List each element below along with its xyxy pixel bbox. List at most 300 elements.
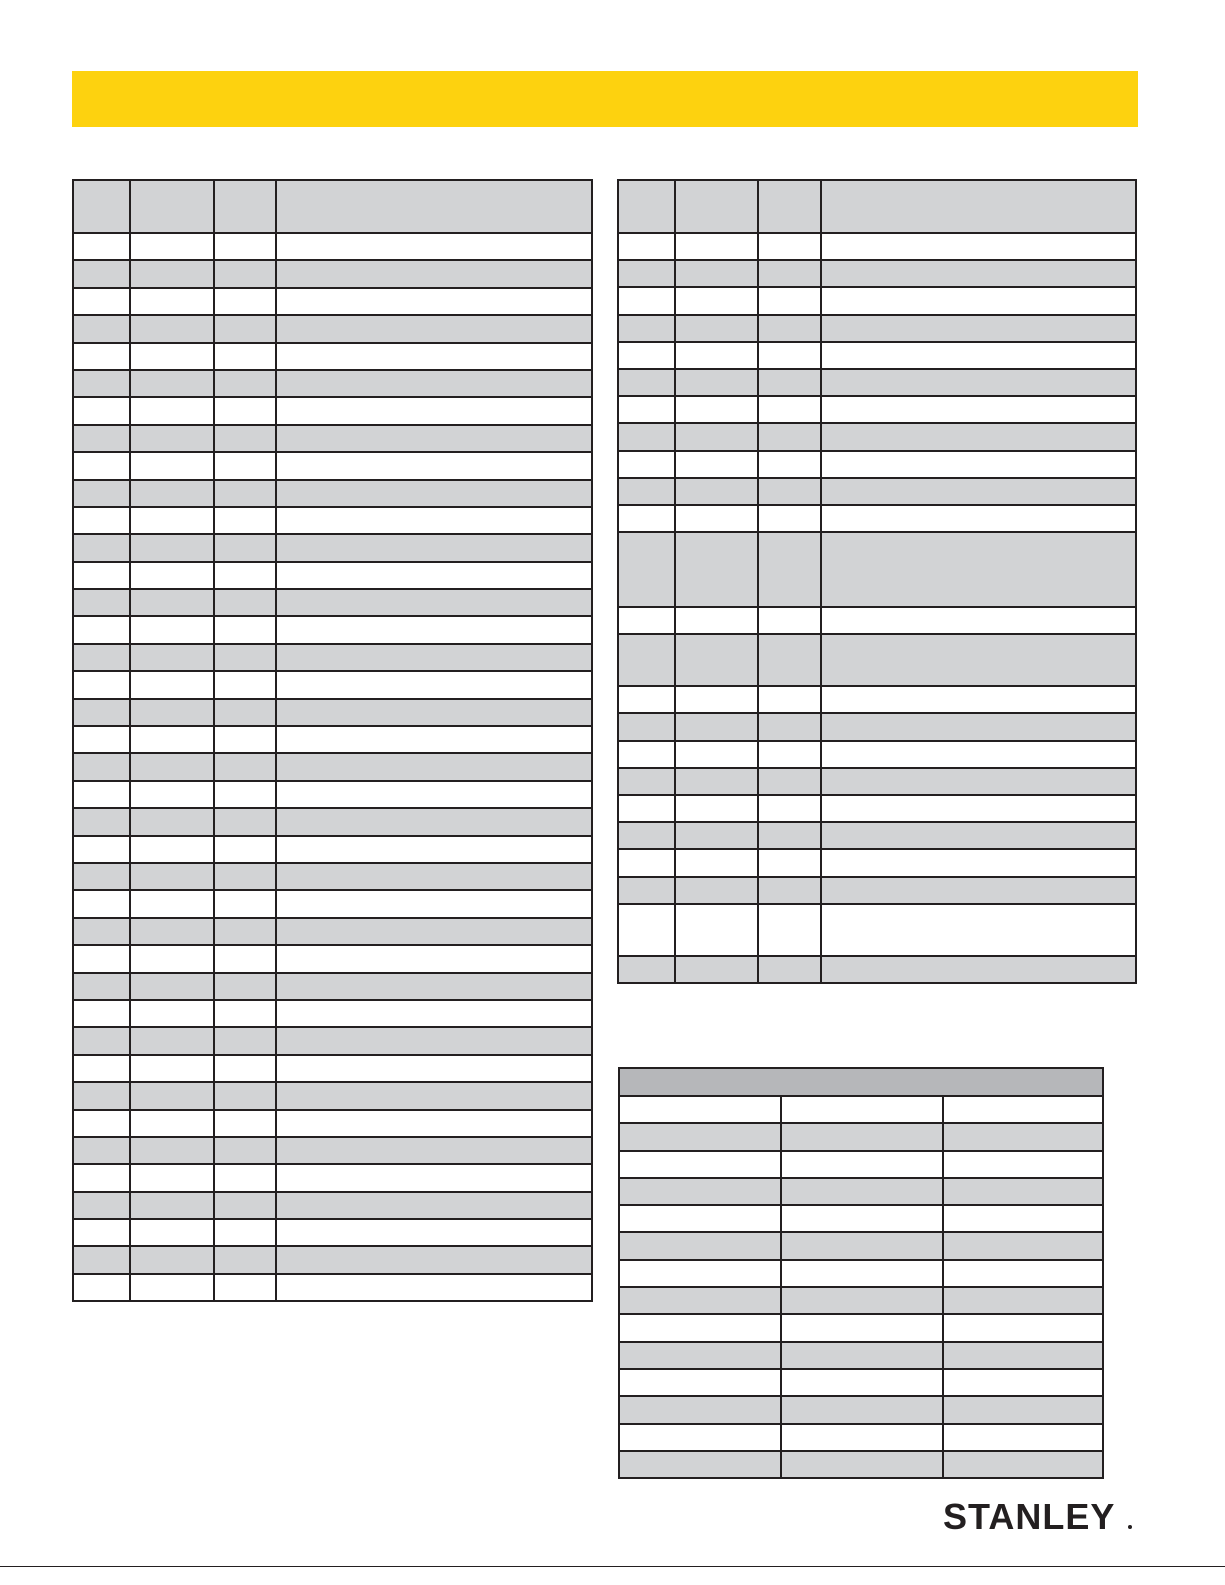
table-cell (618, 423, 675, 450)
table-cell (276, 589, 592, 616)
table-row (73, 726, 592, 753)
table-cell (619, 1151, 781, 1178)
table-cell (821, 396, 1136, 423)
table-cell (130, 1164, 214, 1191)
table-cell (214, 1055, 276, 1082)
table-cell (781, 1451, 943, 1478)
table-cell (73, 699, 130, 726)
table-row (73, 808, 592, 835)
table-row (619, 1369, 1103, 1396)
table-row (618, 423, 1136, 450)
table-cell (214, 1164, 276, 1191)
table-cell (618, 822, 675, 849)
table-cell (618, 505, 675, 532)
table-cell (276, 1027, 592, 1054)
table-cell (276, 1000, 592, 1027)
table-cell (73, 452, 130, 479)
table-cell (618, 315, 675, 342)
table-cell (130, 260, 214, 287)
table-row (618, 822, 1136, 849)
table-cell (943, 1369, 1103, 1396)
table-row (618, 904, 1136, 956)
table-cell (214, 1192, 276, 1219)
table-cell (618, 260, 675, 287)
table-cell (276, 562, 592, 589)
table-cell (943, 1123, 1103, 1150)
table-row (618, 260, 1136, 287)
table-cell (130, 1274, 214, 1301)
table-cell (943, 1396, 1103, 1423)
table-cell (758, 342, 821, 369)
table-cell (758, 686, 821, 713)
table-cell (821, 607, 1136, 634)
table-cell (821, 686, 1136, 713)
table-cell (758, 478, 821, 505)
table-cell (214, 1082, 276, 1109)
table-cell (781, 1424, 943, 1451)
col-header (675, 180, 758, 233)
table-cell (73, 918, 130, 945)
table-cell (214, 1000, 276, 1027)
table-cell (276, 452, 592, 479)
table-cell (618, 741, 675, 768)
table-cell (214, 726, 276, 753)
table-cell (619, 1205, 781, 1232)
table-cell (781, 1396, 943, 1423)
table-cell (619, 1178, 781, 1205)
table-cell (618, 795, 675, 822)
table-cell (758, 877, 821, 904)
table-row (73, 1110, 592, 1137)
table-row (619, 1287, 1103, 1314)
table-cell (130, 425, 214, 452)
table-row (619, 1260, 1103, 1287)
table-cell (276, 918, 592, 945)
table-cell (619, 1287, 781, 1314)
table-cell (130, 945, 214, 972)
table-row (73, 534, 592, 561)
table-cell (781, 1342, 943, 1369)
table-cell (618, 369, 675, 396)
table-cell (214, 1246, 276, 1273)
table-cell (130, 699, 214, 726)
table-cell (214, 781, 276, 808)
table-row (73, 781, 592, 808)
col-header (130, 180, 214, 233)
table-cell (214, 370, 276, 397)
table-cell (214, 616, 276, 643)
table-cell (675, 478, 758, 505)
table-cell (73, 562, 130, 589)
table-cell (73, 726, 130, 753)
table-cell (130, 671, 214, 698)
table-cell (821, 287, 1136, 314)
table-cell (276, 1137, 592, 1164)
table-cell (276, 425, 592, 452)
table-row (618, 451, 1136, 478)
table-row (618, 849, 1136, 876)
table-cell (618, 396, 675, 423)
table-row (618, 741, 1136, 768)
table-row (619, 1232, 1103, 1259)
table-cell (619, 1369, 781, 1396)
table-cell (758, 287, 821, 314)
table-row (73, 562, 592, 589)
table-cell (214, 890, 276, 917)
table-cell (821, 505, 1136, 532)
table-row (73, 863, 592, 890)
table-cell (758, 849, 821, 876)
table-row (73, 1137, 592, 1164)
table-cell (618, 713, 675, 740)
table-cell (675, 532, 758, 607)
table-cell (618, 768, 675, 795)
table-cell (276, 836, 592, 863)
table-cell (675, 904, 758, 956)
table-cell (675, 768, 758, 795)
table-cell (73, 1110, 130, 1137)
table-cell (214, 1137, 276, 1164)
table-cell (618, 342, 675, 369)
table-cell (276, 1055, 592, 1082)
table-cell (943, 1342, 1103, 1369)
table-cell (758, 369, 821, 396)
table-cell (675, 396, 758, 423)
table-cell (276, 753, 592, 780)
table-cell (214, 343, 276, 370)
table-cell (781, 1232, 943, 1259)
table-row (73, 1246, 592, 1273)
table-cell (276, 1246, 592, 1273)
table-cell (73, 863, 130, 890)
table-cell (73, 1192, 130, 1219)
table-cell (73, 616, 130, 643)
table-cell (73, 890, 130, 917)
table-cell (73, 1219, 130, 1246)
svg-text:STANLEY: STANLEY (943, 1496, 1116, 1536)
table-row (618, 369, 1136, 396)
table-cell (214, 452, 276, 479)
table-cell (781, 1314, 943, 1341)
table-cell (758, 451, 821, 478)
table-cell (821, 822, 1136, 849)
table-cell (276, 671, 592, 698)
table-row (618, 287, 1136, 314)
table-cell (73, 397, 130, 424)
table-cell (73, 370, 130, 397)
table-cell (214, 671, 276, 698)
table-cell (130, 562, 214, 589)
table-cell (73, 1274, 130, 1301)
table-cell (73, 1027, 130, 1054)
table-cell (214, 1110, 276, 1137)
table-cell (675, 877, 758, 904)
table-cell (943, 1260, 1103, 1287)
table-cell (214, 315, 276, 342)
table-row (73, 836, 592, 863)
table-cell (618, 233, 675, 260)
table-row (73, 1274, 592, 1301)
table-row (618, 532, 1136, 607)
table-cell (214, 863, 276, 890)
table-cell (130, 1192, 214, 1219)
table-cell (758, 822, 821, 849)
table-cell (73, 589, 130, 616)
table-cell (943, 1424, 1103, 1451)
table-cell (130, 808, 214, 835)
table-row (618, 713, 1136, 740)
table-cell (276, 343, 592, 370)
table-cell (73, 1137, 130, 1164)
table-row (618, 478, 1136, 505)
table-cell (821, 634, 1136, 686)
table-cell (276, 260, 592, 287)
table-cell (758, 795, 821, 822)
table-cell (276, 616, 592, 643)
table-cell (276, 233, 592, 260)
table-cell (73, 233, 130, 260)
table-cell (619, 1314, 781, 1341)
table-cell (758, 423, 821, 450)
table-cell (619, 1232, 781, 1259)
table-cell (821, 904, 1136, 956)
table-cell (214, 1027, 276, 1054)
table-row (619, 1396, 1103, 1423)
table-cell (781, 1096, 943, 1123)
table-cell (619, 1123, 781, 1150)
table-cell (619, 1424, 781, 1451)
table-cell (130, 890, 214, 917)
table-row (618, 607, 1136, 634)
table-cell (943, 1151, 1103, 1178)
table-cell (943, 1205, 1103, 1232)
table-cell (276, 370, 592, 397)
table-cell (130, 343, 214, 370)
table-row (73, 233, 592, 260)
table-cell (276, 1110, 592, 1137)
table-cell (73, 945, 130, 972)
table-cell (618, 607, 675, 634)
table-cell (73, 507, 130, 534)
table-cell (73, 343, 130, 370)
table-cell (758, 396, 821, 423)
table-row (618, 634, 1136, 686)
table-cell (130, 1000, 214, 1027)
table-row (618, 686, 1136, 713)
table-cell (618, 287, 675, 314)
table-cell (675, 287, 758, 314)
table-cell (276, 726, 592, 753)
table-cell (130, 781, 214, 808)
table-row (619, 1342, 1103, 1369)
table-cell (821, 849, 1136, 876)
table-cell (214, 973, 276, 1000)
table-cell (214, 945, 276, 972)
table-cell (675, 260, 758, 287)
table-cell (276, 288, 592, 315)
table-cell (214, 589, 276, 616)
col-header (618, 180, 675, 233)
table-row (619, 1178, 1103, 1205)
table-cell (619, 1342, 781, 1369)
table-row (619, 1096, 1103, 1123)
table-cell (276, 781, 592, 808)
table-cell (675, 423, 758, 450)
table-cell (130, 233, 214, 260)
table-cell (73, 315, 130, 342)
table-cell (130, 836, 214, 863)
col-header (821, 180, 1136, 233)
table-cell (821, 713, 1136, 740)
table-cell (214, 233, 276, 260)
table-cell (675, 849, 758, 876)
table-cell (821, 532, 1136, 607)
table-row (73, 616, 592, 643)
table-cell (130, 973, 214, 1000)
table-cell (130, 315, 214, 342)
table-row (73, 1000, 592, 1027)
table-cell (73, 1055, 130, 1082)
table-cell (618, 686, 675, 713)
table-cell (276, 973, 592, 1000)
table-cell (130, 726, 214, 753)
table-cell (73, 425, 130, 452)
table-cell (758, 532, 821, 607)
table-cell (214, 808, 276, 835)
table-row (73, 1192, 592, 1219)
table-cell (781, 1151, 943, 1178)
table-row (618, 342, 1136, 369)
table-cell (758, 233, 821, 260)
table-cell (130, 397, 214, 424)
table-row (73, 288, 592, 315)
table-row (618, 877, 1136, 904)
table-cell (214, 918, 276, 945)
table-cell (214, 260, 276, 287)
table-cell (130, 589, 214, 616)
table-row (73, 425, 592, 452)
table-row (619, 1151, 1103, 1178)
table-cell (821, 342, 1136, 369)
table-row (618, 956, 1136, 983)
parts-table-right (617, 179, 1137, 984)
table-cell (130, 753, 214, 780)
table-row (73, 918, 592, 945)
table-row (618, 315, 1136, 342)
table-cell (619, 1396, 781, 1423)
table-cell (73, 644, 130, 671)
table-row (73, 480, 592, 507)
table-cell (618, 877, 675, 904)
table-cell (73, 1164, 130, 1191)
table-cell (73, 671, 130, 698)
table-cell (276, 1192, 592, 1219)
col-header (758, 180, 821, 233)
table-row (619, 1123, 1103, 1150)
table-row (73, 699, 592, 726)
table-cell (758, 315, 821, 342)
table-cell (214, 644, 276, 671)
table-row (73, 589, 592, 616)
table-cell (618, 904, 675, 956)
table-cell (130, 1055, 214, 1082)
table-cell (130, 370, 214, 397)
table-cell (276, 808, 592, 835)
table-row (619, 1424, 1103, 1451)
table-cell (73, 973, 130, 1000)
table-cell (276, 480, 592, 507)
footer-rule (0, 1566, 1225, 1567)
table-row (73, 1219, 592, 1246)
table-cell (130, 1137, 214, 1164)
header-banner (72, 71, 1138, 127)
table-row (73, 507, 592, 534)
table-cell (943, 1287, 1103, 1314)
table-cell (73, 836, 130, 863)
col-header (73, 180, 130, 233)
table-cell (619, 1451, 781, 1478)
table-cell (130, 616, 214, 643)
table-cell (214, 836, 276, 863)
table-cell (943, 1451, 1103, 1478)
table-cell (781, 1178, 943, 1205)
table-row (73, 1027, 592, 1054)
table-row (73, 671, 592, 698)
table-cell (618, 849, 675, 876)
table-row (619, 1451, 1103, 1478)
table-cell (675, 607, 758, 634)
table-cell (943, 1178, 1103, 1205)
table-cell (276, 890, 592, 917)
table-cell (214, 699, 276, 726)
table-cell (73, 534, 130, 561)
table-row (619, 1205, 1103, 1232)
table-row (73, 370, 592, 397)
table-cell (214, 753, 276, 780)
table-cell (214, 1274, 276, 1301)
table-row (73, 753, 592, 780)
table-cell (130, 1027, 214, 1054)
table-cell (276, 1164, 592, 1191)
table-cell (821, 233, 1136, 260)
table-cell (821, 877, 1136, 904)
table-cell (821, 478, 1136, 505)
table-row (73, 1164, 592, 1191)
table-cell (276, 397, 592, 424)
table-cell (943, 1314, 1103, 1341)
table-cell (276, 644, 592, 671)
table-cell (73, 288, 130, 315)
table-cell (821, 451, 1136, 478)
table-cell (618, 634, 675, 686)
table-cell (276, 1082, 592, 1109)
table-row (73, 945, 592, 972)
table-cell (675, 956, 758, 983)
table-cell (276, 1219, 592, 1246)
table-cell (73, 1246, 130, 1273)
table-cell (758, 505, 821, 532)
table-cell (675, 713, 758, 740)
table-cell (214, 562, 276, 589)
table-cell (675, 795, 758, 822)
table-cell (618, 478, 675, 505)
table-cell (821, 315, 1136, 342)
table-cell (276, 863, 592, 890)
table-cell (821, 795, 1136, 822)
table-cell (781, 1369, 943, 1396)
table-cell (73, 480, 130, 507)
table-cell (758, 904, 821, 956)
